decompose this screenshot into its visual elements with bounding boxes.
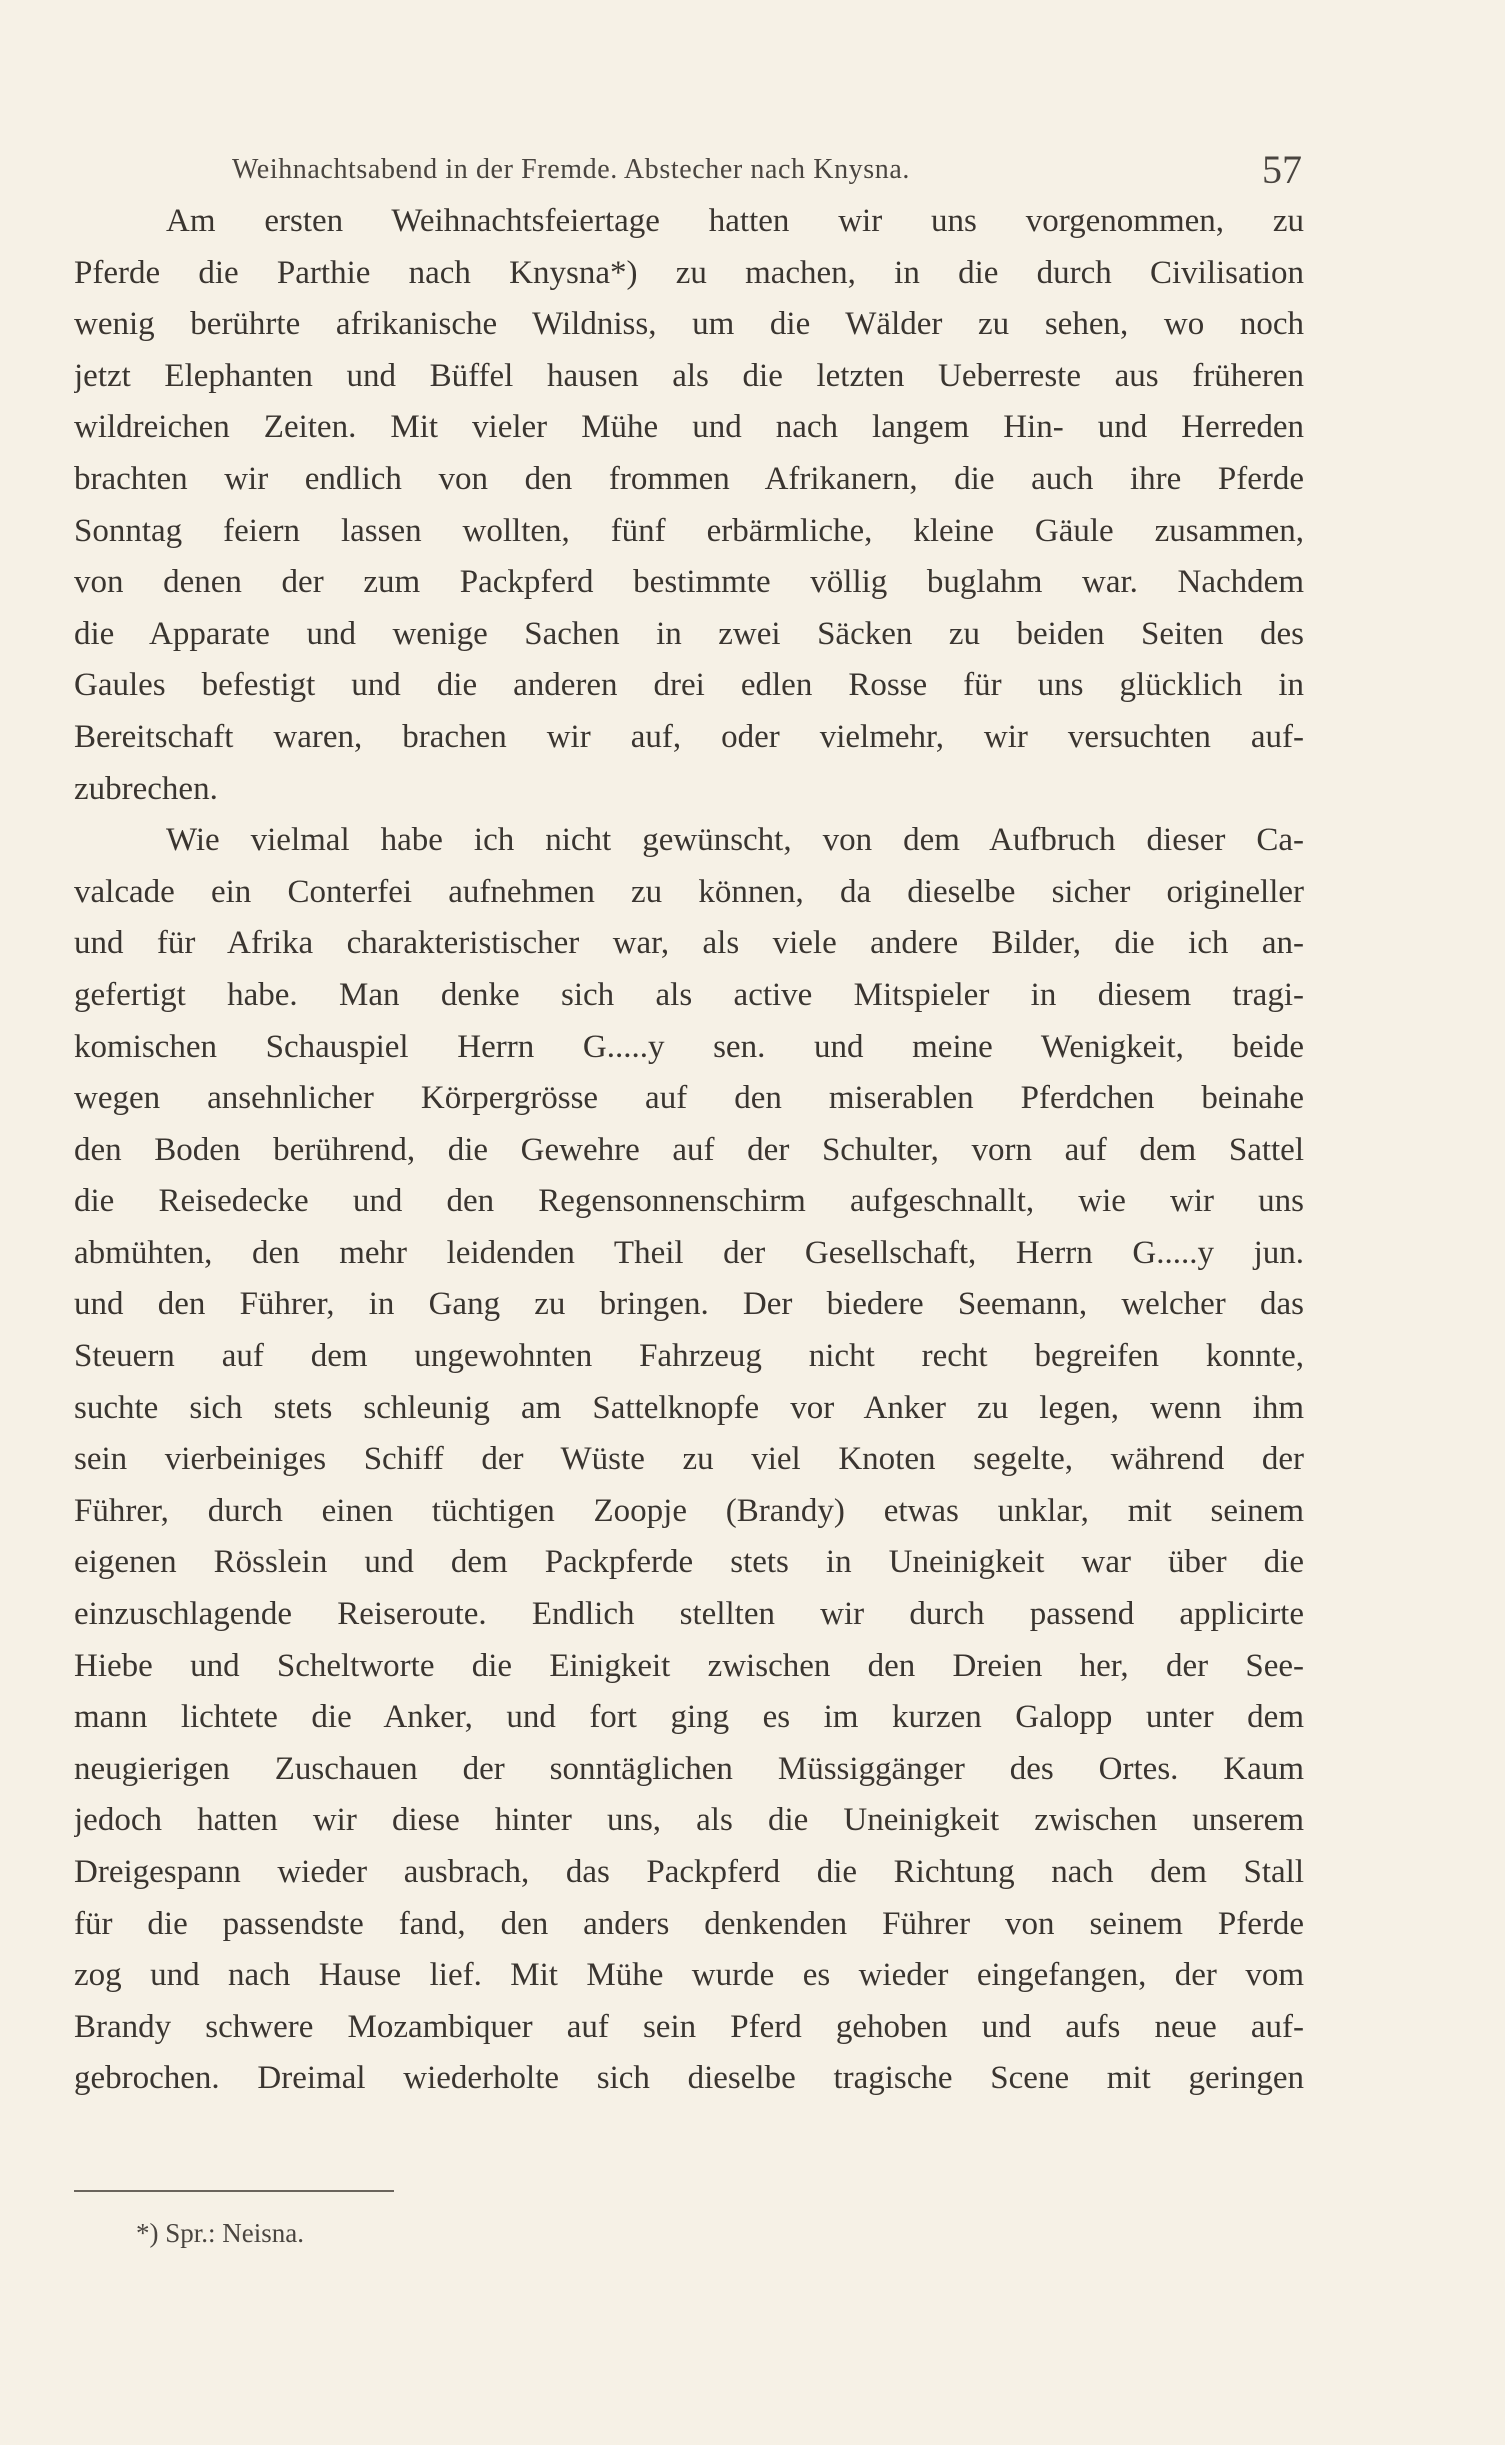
text-line: mann lichtete die Anker, und fort ging es im kurzen Galopp unter dem — [74, 1699, 1304, 1736]
text-line: gebrochen. Dreimal wiederholte sich dieselbe tragische Scene mit geringen — [74, 2060, 1304, 2097]
text-line: einzuschlagende Reiseroute. Endlich stellten wir durch passend applicirte — [74, 1596, 1304, 1633]
text-line: Bereitschaft waren, brachen wir auf, oder vielmehr, wir versuchten auf- — [74, 718, 1304, 755]
text-line: Gaules befestigt und die anderen drei edlen Rosse für uns glücklich in — [74, 667, 1304, 704]
text-line: zubrechen. — [74, 770, 218, 807]
text-line: Am ersten Weihnachtsfeiertage hatten wir uns vorgenommen, zu — [166, 203, 1304, 239]
text-line: wildreichen Zeiten. Mit vieler Mühe und nach langem Hin- und Herreden — [74, 409, 1304, 446]
text-line: die Apparate und wenige Sachen in zwei Säcken zu beiden Seiten des — [74, 615, 1304, 652]
text-line: Steuern auf dem ungewohnten Fahrzeug nicht recht begreifen konnte, — [74, 1338, 1304, 1375]
text-line: zog und nach Hause lief. Mit Mühe wurde es wieder eingefangen, der vom — [74, 1957, 1304, 1994]
text-line: Führer, durch einen tüchtigen Zoopje (Brandy) etwas unklar, mit seinem — [74, 1492, 1304, 1529]
text-line: Hiebe und Scheltworte die Einigkeit zwischen den Dreien her, der See- — [74, 1647, 1304, 1684]
text-line: Pferde die Parthie nach Knysna*) zu machen, in die durch Civilisation — [74, 254, 1304, 291]
text-line: die Reisedecke und den Regensonnenschirm aufgeschnallt, wie wir uns — [74, 1183, 1304, 1220]
text-line: für die passendste fand, den anders denkenden Führer von seinem Pferde — [74, 1905, 1304, 1942]
text-line: jedoch hatten wir diese hinter uns, als die Uneinigkeit zwischen unserem — [74, 1802, 1304, 1839]
page-number: 57 — [1262, 147, 1302, 192]
text-line: suchte sich stets schleunig am Sattelknopfe vor Anker zu legen, wenn ihm — [74, 1389, 1304, 1426]
text-line: brachten wir endlich von den frommen Afrikanern, die auch ihre Pferde — [74, 460, 1304, 497]
text-line: Brandy schwere Mozambiquer auf sein Pferd gehoben und aufs neue auf- — [74, 2008, 1304, 2045]
paragraph-2 — [74, 815, 1304, 2105]
paragraph-1 — [74, 196, 1304, 815]
text-line: gefertigt habe. Man denke sich als active Mitspieler in diesem tragi- — [74, 976, 1304, 1013]
text-line: neugierigen Zuschauen der sonntäglichen Müssiggänger des Ortes. Kaum — [74, 1750, 1304, 1787]
text-line: wegen ansehnlicher Körpergrösse auf den miserablen Pferdchen beinahe — [74, 1080, 1304, 1117]
text-line: valcade ein Conterfei aufnehmen zu können, da dieselbe sicher origineller — [74, 873, 1304, 910]
text-line: Wie vielmal habe ich nicht gewünscht, von dem Aufbruch dieser Ca- — [166, 822, 1304, 859]
text-line: sein vierbeiniges Schiff der Wüste zu viel Knoten segelte, während der — [74, 1441, 1304, 1478]
text-line: wenig berührte afrikanische Wildniss, um die Wälder zu sehen, wo noch — [74, 306, 1304, 343]
body-text — [74, 196, 1304, 2105]
text-line: den Boden berührend, die Gewehre auf der Schulter, vorn auf dem Sattel — [74, 1131, 1304, 1168]
text-line: und für Afrika charakteristischer war, als viele andere Bilder, die ich an- — [74, 925, 1304, 962]
text-line: jetzt Elephanten und Büffel hausen als die letzten Ueberreste aus früheren — [74, 357, 1304, 394]
text-line: Sonntag feiern lassen wollten, fünf erbärmliche, kleine Gäule zusammen, — [74, 512, 1304, 549]
text-line: komischen Schauspiel Herrn G.....y sen. und meine Wenigkeit, beide — [74, 1028, 1304, 1065]
text-line: abmühten, den mehr leidenden Theil der Gesellschaft, Herrn G.....y jun. — [74, 1234, 1304, 1271]
text-line: von denen der zum Packpferd bestimmte völlig buglahm war. Nachdem — [74, 564, 1304, 601]
footnote-divider — [74, 2190, 394, 2192]
running-head: Weihnachtsabend in der Fremde. Abstecher nach Knysna. — [232, 154, 911, 185]
text-line: eigenen Rösslein und dem Packpferde stets in Uneinigkeit war über die — [74, 1544, 1304, 1581]
text-line: und den Führer, in Gang zu bringen. Der biedere Seemann, welcher das — [74, 1286, 1304, 1323]
text-line: Dreigespann wieder ausbrach, das Packpferd die Richtung nach dem Stall — [74, 1854, 1304, 1890]
footnote: *) Spr.: Neisna. — [136, 2218, 304, 2248]
